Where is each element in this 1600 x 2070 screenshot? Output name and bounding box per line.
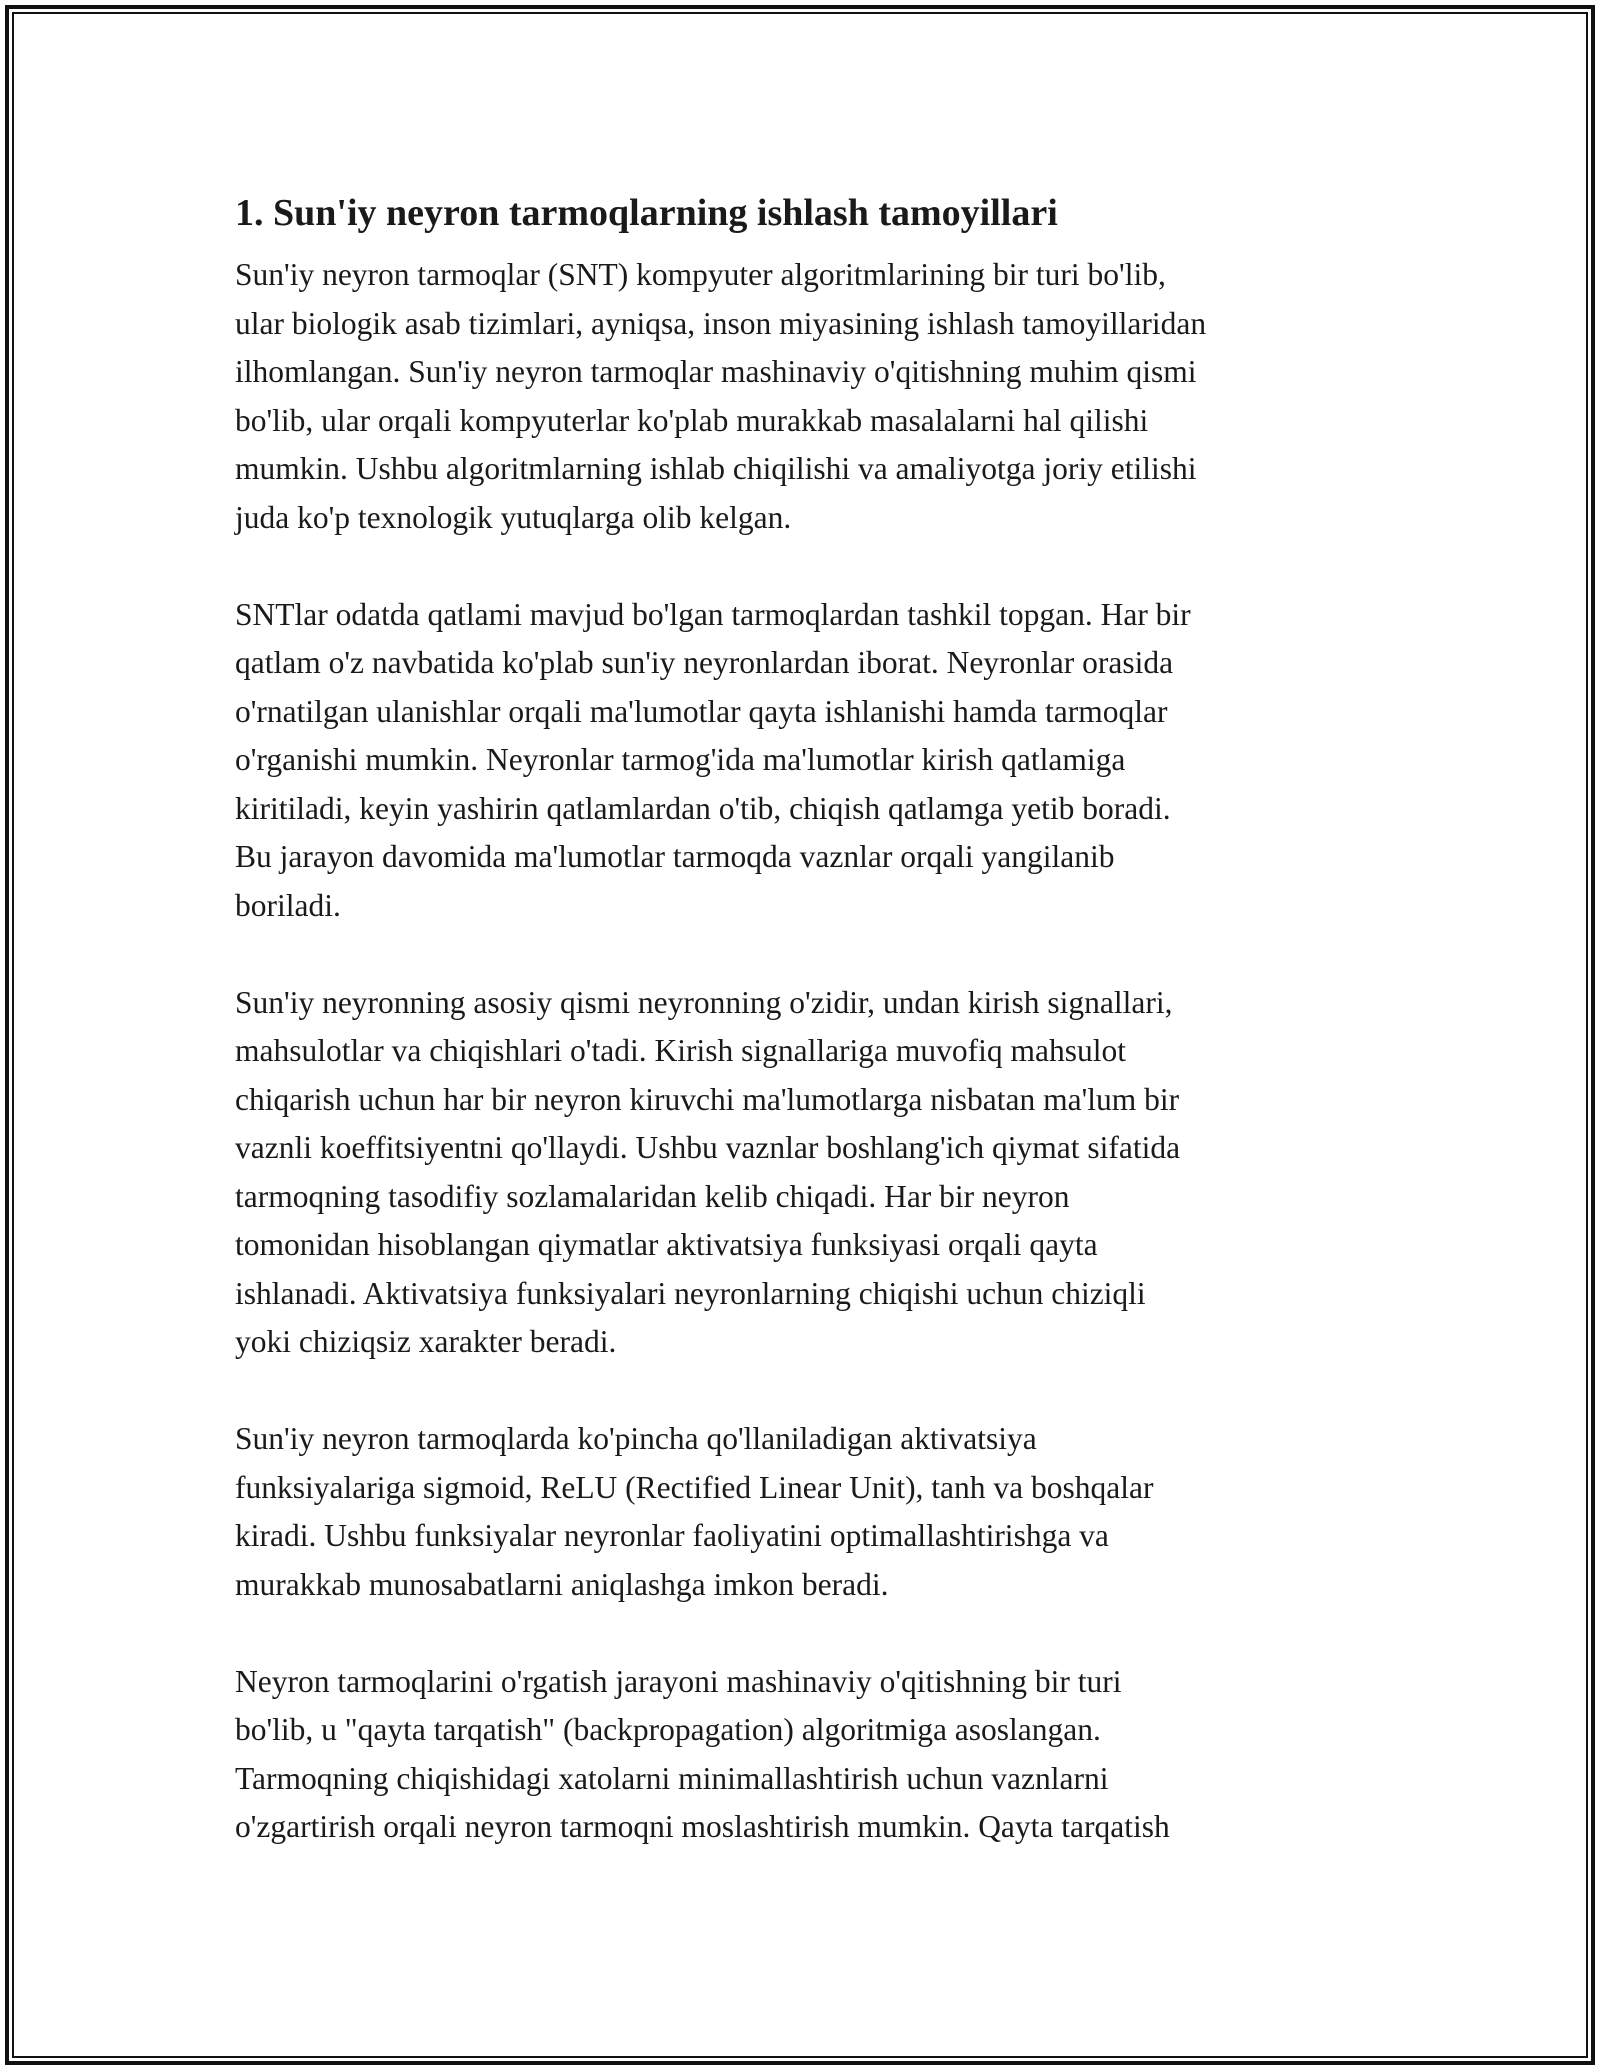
paragraph-intro: Sun'iy neyron tarmoqlar (SNT) kompyuter algoritmlarining bir turi bo'lib, ular biologik asab tizimlari, ayniqsa, inson miyasining ishlash tamoyillaridan ilhomlangan. Sun'iy neyron tarmoqlar mashinaviy o'qitishning muhim qismi bo'lib, ular orqali kompyuterlar ko'plab murakkab masalalarni hal qilishi mumkin. Ushbu algoritmlarning ishlab chiqilishi va amaliyotga joriy etilishi juda ko'p texnologik yutuqlarga olib kelgan. — [235, 257, 1207, 535]
document-body — [235, 185, 1375, 1900]
paragraph-activation: Sun'iy neyron tarmoqlarda ko'pincha qo'llaniladigan aktivatsiya funksiyalariga sigmoid, ReLU (Rectified Linear Unit), tanh va boshqalar kiradi. Ushbu funksiyalar neyronlar faoliyatini optimallashtirishga va murakkab munosabatlarni aniqlashga imkon beradi. — [235, 1421, 1154, 1602]
section-heading: 1. Sun'iy neyron tarmoqlarning ishlash tamoyillari — [235, 192, 1058, 234]
paragraph-training: Neyron tarmoqlarini o'rgatish jarayoni mashinaviy o'qitishning bir turi bo'lib, u "qayta tarqatish" (backpropagation) algoritmiga asoslangan. Tarmoqning chiqishidagi xatolarni minimallashtirish uchun vaznlarni o'zgartirish orqali neyron tarmoqni moslashtirish mumkin. Qayta tarqatish — [235, 1663, 1170, 1844]
paragraph-neuron: Sun'iy neyronning asosiy qismi neyronning o'zidir, undan kirish signallari, mahsulotlar va chiqishlari o'tadi. Kirish signallariga muvofiq mahsulot chiqarish uchun har bir neyron kiruvchi ma'lumotlarga nisbatan ma'lum bir vaznli koeffitsiyentni qo'llaydi. Ushbu vaznlar boshlang'ich qiymat sifatida tarmoqning tasodifiy sozlamalaridan kelib chiqadi. Har bir neyron tomonidan hisoblangan qiymatlar aktivatsiya funksiyasi orqali qayta ishlanadi. Aktivatsiya funksiyalari neyronlarning chiqishi uchun chiziqli yoki chiziqsiz xarakter beradi. — [235, 984, 1181, 1359]
paragraph-layers: SNTlar odatda qatlami mavjud bo'lgan tarmoqlardan tashkil topgan. Har bir qatlam o'z navbatida ko'plab sun'iy neyronlardan iborat. Neyronlar orasida o'rnatilgan ulanishlar orqali ma'lumotlar qayta ishlanishi hamda tarmoqlar o'rganishi mumkin. Neyronlar tarmog'ida ma'lumotlar kirish qatlamiga kiritiladi, keyin yashirin qatlamlardan o'tib, chiqish qatlamga yetib boradi. Bu jarayon davomida ma'lumotlar tarmoqda vaznlar orqali yangilanib boriladi. — [235, 596, 1191, 923]
